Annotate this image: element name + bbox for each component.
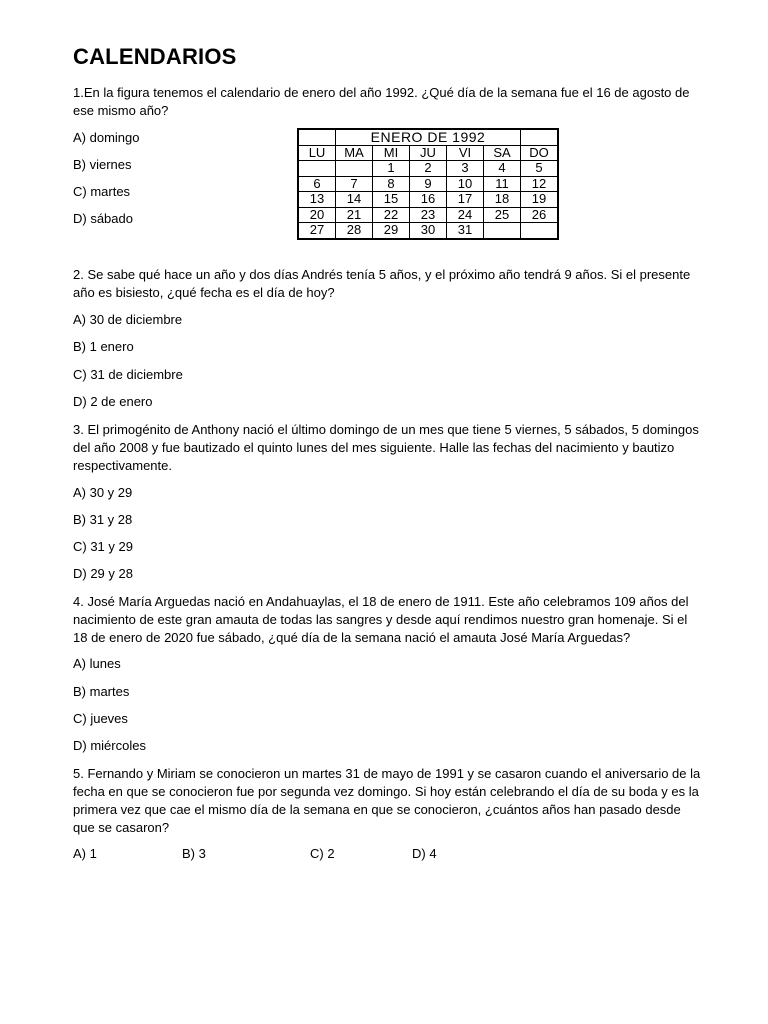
calendar-week-row	[298, 176, 558, 192]
calendar-day-cell: 25	[484, 207, 521, 223]
calendar-day-cell	[484, 223, 521, 239]
calendar-day-cell: 19	[521, 192, 559, 208]
calendar-day-cell: 5	[521, 161, 559, 177]
calendar-day-cell	[336, 161, 373, 177]
calendar-day-header: SA	[484, 145, 521, 161]
question-2-option-d: D) 2 de enero	[73, 394, 153, 409]
question-4-text: 4. José María Arguedas nació en Andahuaylas, el 18 de enero de 1911. Este año celebramos 109 años del nacimiento de este gran amauta de todas las sangres y desde aquí rendimos nuestro gran homenaje. Si el 18 de enero de 2020 fue sábado, ¿qué día de la semana nació el amauta José María Arguedas?	[73, 594, 689, 645]
calendar-day-cell	[521, 223, 559, 239]
calendar-day-cell: 31	[447, 223, 484, 239]
calendar-day-cell: 14	[336, 192, 373, 208]
calendar-week-row	[298, 223, 558, 239]
calendar-day-header: LU	[298, 145, 336, 161]
calendar-day-header: MA	[336, 145, 373, 161]
question-2-text: 2. Se sabe qué hace un año y dos días Andrés tenía 5 años, y el próximo año tendrá 9 años. Si el presente año es bisiesto, ¿qué fecha es el día de hoy?	[73, 267, 691, 300]
calendar-day-cell: 16	[410, 192, 447, 208]
calendar-day-cell: 30	[410, 223, 447, 239]
question-3-option-a: A) 30 y 29	[73, 485, 133, 500]
calendar-day-cell: 18	[484, 192, 521, 208]
calendar-day-header: VI	[447, 145, 484, 161]
question-5-text: 5. Fernando y Miriam se conocieron un martes 31 de mayo de 1991 y se casaron cuando el aniversario de la fecha en que se conocieron fue por segunda vez domingo. Si hoy están celebrando el día de su boda y es la primera vez que cae el mismo día de la semana en que se conocieron, ¿cuántos años han pasado desde que se casaron?	[73, 766, 701, 835]
question-5-option-b: B) 3	[182, 846, 206, 861]
calendar-day-cell: 24	[447, 207, 484, 223]
question-1-option-c: C) martes	[73, 184, 131, 199]
question-2-option-a: A) 30 de diciembre	[73, 312, 183, 327]
question-1-option-d: D) sábado	[73, 211, 133, 226]
calendar-january-1992	[297, 128, 559, 240]
calendar-day-cell: 2	[410, 161, 447, 177]
question-3-option-c: C) 31 y 29	[73, 539, 133, 554]
calendar-day-cell: 29	[373, 223, 410, 239]
calendar-day-cell: 13	[298, 192, 336, 208]
calendar-day-cell: 4	[484, 161, 521, 177]
calendar-week-row	[298, 161, 558, 177]
calendar-day-cell: 28	[336, 223, 373, 239]
question-4-option-d: D) miércoles	[73, 738, 146, 753]
question-1-text: 1.En la figura tenemos el calendario de enero del año 1992. ¿Qué día de la semana fue el 16 de agosto de ese mismo año?	[73, 85, 690, 118]
calendar-day-cell: 17	[447, 192, 484, 208]
question-1-option-a: A) domingo	[73, 130, 140, 145]
calendar-day-cell: 23	[410, 207, 447, 223]
question-1-option-b: B) viernes	[73, 157, 132, 172]
calendar-day-header: JU	[410, 145, 447, 161]
calendar-day-cell: 1	[373, 161, 410, 177]
calendar-day-cell: 3	[447, 161, 484, 177]
question-5-option-a: A) 1	[73, 846, 97, 861]
calendar-header-row	[298, 145, 558, 161]
calendar-caption: ENERO DE 1992	[336, 129, 521, 145]
question-3-text: 3. El primogénito de Anthony nació el último domingo de un mes que tiene 5 viernes, 5 sábados, 5 domingos del año 2008 y fue bautizado el quinto lunes del mes siguiente. Halle las fechas del nacimiento y bautizo respectivamente.	[73, 422, 699, 473]
calendar-day-cell: 27	[298, 223, 336, 239]
question-4-option-c: C) jueves	[73, 711, 128, 726]
question-4-option-a: A) lunes	[73, 656, 121, 671]
calendar-day-cell: 7	[336, 176, 373, 192]
question-5-option-c: C) 2	[310, 846, 335, 861]
calendar-day-cell: 21	[336, 207, 373, 223]
question-5-option-d: D) 4	[412, 846, 437, 861]
page-title: CALENDARIOS	[73, 44, 237, 69]
calendar-day-cell: 26	[521, 207, 559, 223]
calendar-day-cell: 9	[410, 176, 447, 192]
calendar-day-cell: 22	[373, 207, 410, 223]
calendar-day-header: MI	[373, 145, 410, 161]
calendar-day-cell	[298, 161, 336, 177]
calendar-week-row	[298, 207, 558, 223]
calendar-day-cell: 11	[484, 176, 521, 192]
calendar-day-cell: 8	[373, 176, 410, 192]
calendar-day-cell: 6	[298, 176, 336, 192]
calendar-day-cell: 10	[447, 176, 484, 192]
calendar-day-header: DO	[521, 145, 559, 161]
question-3-option-d: D) 29 y 28	[73, 566, 133, 581]
question-2-option-b: B) 1 enero	[73, 339, 134, 354]
question-4-option-b: B) martes	[73, 684, 130, 699]
calendar-day-cell: 12	[521, 176, 559, 192]
calendar-day-cell: 20	[298, 207, 336, 223]
question-3-option-b: B) 31 y 28	[73, 512, 133, 527]
calendar-day-cell: 15	[373, 192, 410, 208]
calendar-week-row	[298, 192, 558, 208]
question-2-option-c: C) 31 de diciembre	[73, 367, 183, 382]
